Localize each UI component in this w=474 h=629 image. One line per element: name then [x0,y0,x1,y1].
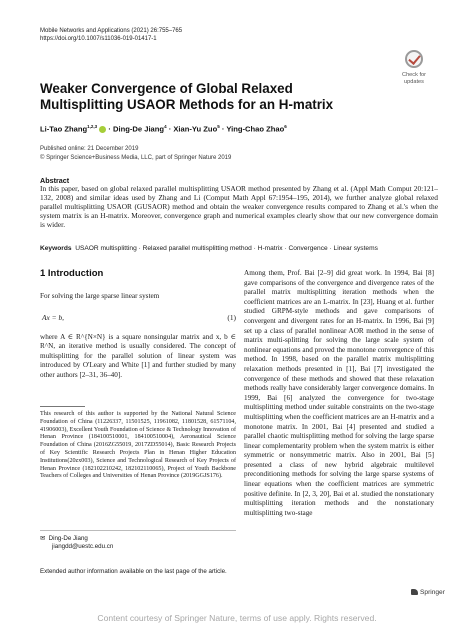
badge-line-1: Check for [402,72,426,78]
published-date: Published online: 21 December 2019 [40,146,139,152]
author-name[interactable]: Ying-Chao Zhao [226,124,285,134]
equation-1 [40,313,236,322]
keywords [40,245,440,252]
equation-text: Ax = b, [42,313,65,322]
springer-horse-icon [411,589,418,595]
author-affiliation: 4 [164,124,167,129]
journal-header [40,27,182,43]
orcid-icon[interactable] [99,126,106,133]
keywords-label: Keywords [40,245,72,252]
funding-note: This research of this author is supported by the National Natural Science Foundation of China (11226337, 11501525, 11961082, 11801528, 61571104, 41906003), Excellent Youth Foundation of Science & Technology Innovation of Henan Province (184100510001, 184100510004), Aeronautical Science Foundation of China (2016ZG55019, 2017ZD55014), Basic Research Projects of Key Scientific Research Projects Plan in Henan Higher Education Institutions(20zx003), Science and Technological Research of Key Projects of Henan Province (182102210242, 182102110065), Project of Youth Backbone Teachers of Colleges and Universities of Henan Province (2019GGJS176). [40,411,236,480]
publisher-name: Springer [420,589,445,596]
intro-lead: For solving the large sparse linear system [40,292,160,300]
badge-line-2: updates [404,78,424,85]
correspondent-name: Ding-De Jiang [48,535,88,542]
author-list: Li-Tao Zhang$^{1,2,3}$ · Ding-De Jiang$^4$ · Xian-Yu Zuo$^5$ · Ying-Chao Zhao$^6$ [40,124,287,134]
correspondence [40,535,113,551]
abstract-text: In this paper, based on global relaxed parallel multisplitting USAOR method presented by Zhang et al. (Appl Math Comput 20:121–132, 2008) and similar ideas used by Zhang and Li (Comput Math Appl 67:1954–195, 2014), we further analyze global relaxed parallel multisplitting USAOR (GUSAOR) method and obtain the weaker convergence results compared to Zhang et al.'s when the system matrix is an H-matrix. Moreover, convergence graph and numerical examples clearly show that our new convergence domain is wider. [40,184,438,229]
article-title: Weaker Convergence of Global Relaxed Multisplitting USAOR Methods for an H-matrix [40,81,334,112]
section-heading: 1 Introduction [40,268,104,279]
author-affiliation: 1,2,3 [87,124,98,129]
envelope-icon: ✉ [40,535,46,542]
footnote-rule [40,406,85,407]
divider [40,530,236,531]
doi-link[interactable]: https://doi.org/10.1007/s11036-019-01417-1 [40,36,157,42]
copyright-line: © Springer Science+Business Media, LLC, part of Springer Nature 2019 [40,154,232,161]
abstract-heading: Abstract [40,176,70,185]
journal-citation: Mobile Networks and Applications (2021) 26:755–765 [40,28,183,34]
correspondent-email[interactable]: jiangdd@uestc.edu.cn [52,542,114,550]
keywords-list: USAOR multisplitting · Relaxed parallel multisplitting method · H-matrix · Convergence · Linear systems [75,245,378,252]
footer-notice: Content courtesy of Springer Nature, terms of use apply. Rights reserved. [97,613,377,623]
intro-paragraph: where A ∈ R^{N×N} is a square nonsingular matrix and x, b ∈ R^N, an iterative method is usually considered. The concept of multisplitting for the parallel solution of linear system was introduced by O'Leary and White [1] and further studied by many other authors [2–31, 36–40]. [40,333,236,379]
springer-logo [411,589,445,596]
author-name[interactable]: Li-Tao Zhang [40,124,88,134]
author-affiliation: 6 [284,124,287,129]
check-for-updates-icon [405,50,423,68]
author-name[interactable]: Xian-Yu Zuo [173,124,218,134]
intro-right-column: Among them, Prof. Bai [2–9] did great work. In 1994, Bai [8] gave comparisons of the convergence and divergence rates of the parallel matrix multisplitting iteration methods when the coefficient matrices are an L-matrix. In [23], Huang et al. further studied GRPM-style methods and gave comparisons of convergent and divergent rates for an H-matrix. In 1996, Bai [9] set up a class of parallel nonlinear AOR method in the sense of matrix multi-splitting for solving the large scale system of nonlinear equations and proved the monotone convergence of this method. In 1998, based on the parallel matrix multisplitting relaxation methods presented in [1], Bai [7] investigated the convergence of these methods and showed that these relaxation methods really have considerably larger convergence domains. In 1999, Bai [6] analyzed the convergence for two-stage multisplitting method under suitable constraints on the two-stage multisplitting when the coefficient matrices are an H-matrix and a monotone matrix. In 2001, Bai [4] presented and studied a parallel chaotic multisplitting method for solving the large sparse linear complementarity problem when the system matrix is either symmetric or nonsymmetric matrix. Also in 2001, Bai [5] presented a class of new hybrid algebraic multilevel preconditioning methods for solving the large sparse systems of linear equations when the coefficient matrices are symmetric positive definite. In [2, 3, 20], Bai et al. studied the nonstationary multisplitting iteration methods and the nonstationary multisplitting two-stage [244,269,434,517]
author-name[interactable]: Ding-De Jiang [113,124,165,134]
author-affiliation: 5 [217,124,220,129]
publication-info [40,145,231,162]
extended-author-info: Extended author information available on the last page of the article. [40,568,227,575]
equation-number: (1) [227,313,236,322]
check-for-updates-badge[interactable] [394,50,434,94]
